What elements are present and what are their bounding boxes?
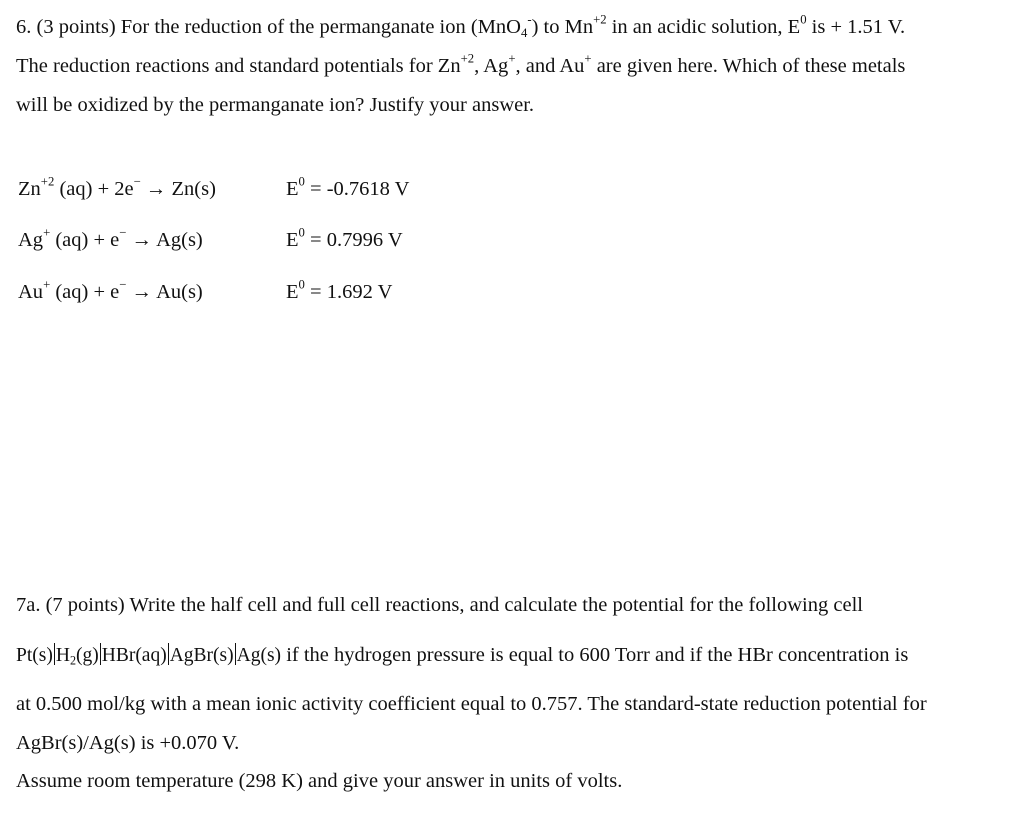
potential-label: E	[286, 281, 299, 303]
superscript: 0	[800, 12, 807, 27]
q6-line-1	[16, 12, 906, 40]
potential-value: = -0.7618 V	[304, 178, 410, 200]
subscript: 2	[69, 653, 76, 668]
arrow: →	[126, 281, 157, 303]
cell-notation	[16, 645, 281, 666]
superscript: +	[584, 51, 592, 66]
potential-zn	[286, 174, 410, 200]
q6-points: (3 points)	[36, 16, 116, 38]
q7a-line-4: AgBr(s)/Ag(s) is +0.070 V.	[16, 732, 240, 754]
reaction-zn	[18, 174, 216, 200]
electron-charge: −	[119, 277, 127, 292]
product: Ag(s)	[156, 229, 203, 251]
superscript: +2	[460, 51, 475, 66]
q6-text: in an acidic solution, E	[606, 16, 801, 38]
potential-label: E	[286, 178, 299, 200]
cell-gas: H	[55, 645, 70, 667]
q7a-text: if the hydrogen pressure is equal to 600 Torr and if the HBr concentration is	[281, 644, 909, 667]
arrow: →	[140, 178, 172, 200]
q6-text: The reduction reactions and standard potentials for Zn	[16, 55, 461, 77]
potential-value: = 1.692 V	[304, 281, 393, 303]
charge: +2	[40, 174, 55, 189]
q6-text: are given here. Which of these metals	[591, 55, 906, 77]
superscript: -	[527, 12, 532, 27]
potential-label: E	[286, 229, 299, 251]
superscript: 0	[298, 225, 305, 240]
charge: +	[43, 225, 51, 240]
cell-electrolyte: HBr(aq)	[101, 645, 167, 667]
q6-text: For the reduction of the permanganate ion (MnO	[120, 16, 521, 38]
superscript: 0	[298, 277, 305, 292]
q6-text: , Ag	[474, 55, 509, 77]
species: Zn	[18, 178, 41, 200]
phase-boundary	[235, 643, 236, 665]
product: Zn(s)	[171, 178, 216, 200]
reactant-rest: (aq) + e	[50, 229, 120, 251]
phase-boundary	[168, 643, 169, 665]
q7a-line-1: 7a. (7 points) Write the half cell and full cell reactions, and calculate the potential for the following cell	[16, 594, 863, 616]
cell-electrode: Pt(s)	[16, 645, 53, 667]
cell-solid: AgBr(s)	[169, 645, 234, 667]
reaction-ag	[18, 225, 203, 251]
reactant-rest: (aq) + e	[50, 281, 120, 303]
potential-value: = 0.7996 V	[304, 229, 403, 251]
q6-line-3: will be oxidized by the permanganate ion? Justify your answer.	[16, 94, 535, 116]
reactant-rest: (aq) + 2e	[54, 178, 134, 200]
reaction-au	[18, 277, 203, 303]
q6-text: is + 1.51 V.	[806, 16, 906, 38]
electron-charge: −	[133, 174, 141, 189]
q6-text: ) to Mn	[531, 16, 594, 38]
q6-text: , and Au	[515, 55, 585, 77]
superscript: 0	[298, 174, 305, 189]
potential-ag	[286, 225, 403, 251]
q7a-line-3: at 0.500 mol/kg with a mean ionic activity coefficient equal to 0.757. The standard-state reduction potential for	[16, 693, 927, 715]
subscript: 4	[520, 25, 528, 40]
product: Au(s)	[156, 281, 203, 303]
q7a-line-2	[16, 643, 908, 666]
q6-number: 6.	[16, 16, 32, 38]
q6-line-2	[16, 51, 906, 77]
superscript: +	[508, 51, 516, 66]
species: Ag	[18, 229, 44, 251]
potential-au	[286, 277, 393, 303]
superscript: +2	[593, 12, 607, 27]
phase-boundary	[100, 643, 101, 665]
cell-electrode: Ag(s)	[236, 645, 282, 667]
cell-gas-phase: (g)	[75, 645, 99, 667]
electron-charge: −	[119, 225, 127, 240]
phase-boundary	[54, 643, 55, 665]
arrow: →	[126, 229, 157, 251]
charge: +	[43, 277, 51, 292]
q7a-line-5: Assume room temperature (298 K) and give your answer in units of volts.	[16, 770, 623, 792]
species: Au	[18, 281, 44, 303]
